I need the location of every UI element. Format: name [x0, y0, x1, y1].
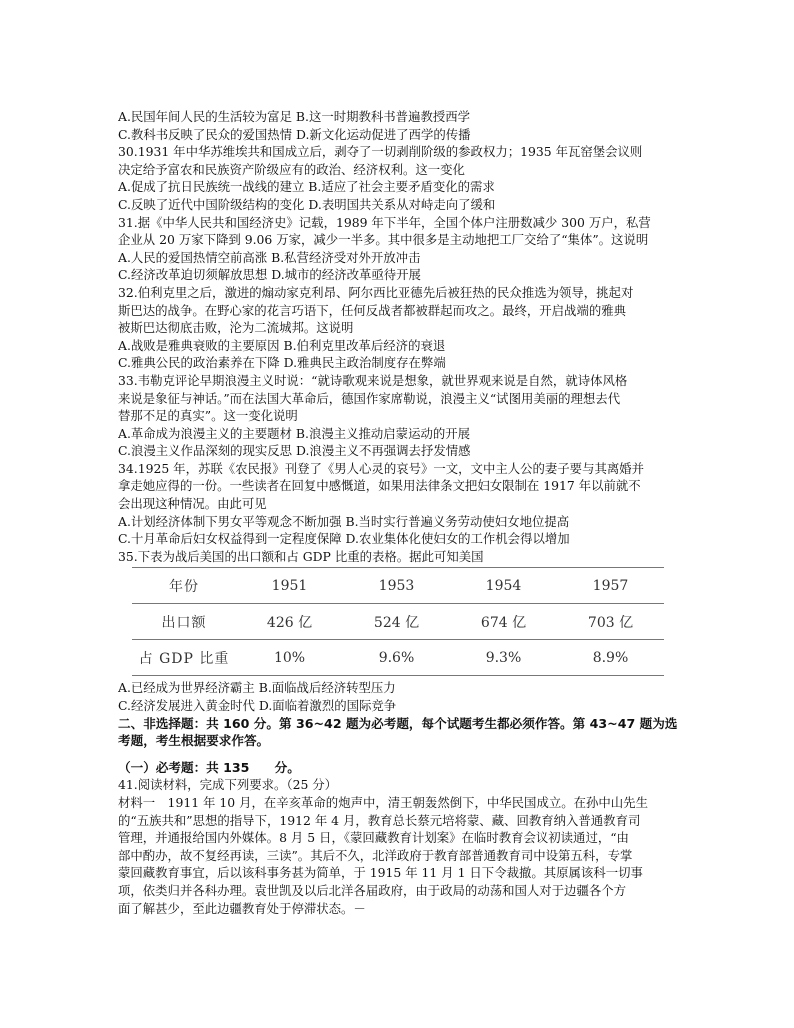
- text-line: 替那不足的真实”。这一变化说明: [118, 408, 298, 424]
- text-line: 来说是象征与神话。”而在法国大革命后，德国作家席勒说，浪漫主义“试图用美丽的理想去代: [118, 390, 621, 406]
- text-line: 33.韦勒克评论早期浪漫主义时说：“就诗歌观来说是想象，就世界观来说是自然，就诗体风格: [118, 372, 628, 388]
- text-line: C.经济改革迫切须解放思想 D.城市的经济改革亟待开展: [118, 267, 421, 283]
- text-line: A.民国年间人民的生活较为富足 B.这一时期教科书普遍教授西学: [118, 109, 471, 124]
- table-row: [132, 604, 664, 640]
- text-line: A.人民的爱国热情空前高涨 B.私营经济受对外开放冲击: [118, 249, 421, 265]
- text-line: A.计划经济体制下男女平等观念不断加强 B.当时实行普遍义务劳动使妇女地位提高: [118, 513, 570, 529]
- table-cell: 1953: [343, 568, 450, 604]
- text-line: 斯巴达的战争。在野心家的花言巧语下，任何反战者都被群起而攻之。最终，开启战端的雅典: [118, 302, 627, 318]
- text-line: 决定给予富农和民族资产阶级应有的政治、经济权利。这一变化: [118, 161, 465, 177]
- text-line: 拿走她应得的一份。一些读者在回复中感慨道，如果用法律条文把妇女限制在 1917 年以前就不: [118, 478, 641, 494]
- text-line: C.十月革命后妇女权益得到一定程度保障 D.农业集体化使妇女的工作机会得以增加: [118, 531, 570, 547]
- table-cell: 10%: [236, 640, 343, 676]
- table-cell: 年份: [132, 568, 236, 604]
- text-line: 30.1931 年中华苏维埃共和国成立后，剥夺了一切剥削阶级的参政权力；1935 年瓦窑堡会议则: [118, 144, 643, 160]
- text-line: 41.阅读材料，完成下列要求。（25 分）: [118, 777, 338, 793]
- text-line: 材料一 1911 年 10 月，在辛亥革命的炮声中，清王朝轰然倒下，中华民国成立。在孙中山先生: [118, 795, 648, 810]
- text-line: 考题，考生根据要求作答。: [118, 733, 270, 749]
- spacer: [118, 750, 678, 759]
- text-line: 的“五族共和”思想的指导下，1912 年 4 月，教育总长蔡元培将蒙、藏、回教育纳入普通教育司: [118, 812, 641, 828]
- export-gdp-table: [132, 567, 664, 676]
- text-line: 项，依类归并各科办理。袁世凯及以后北洋各届政府，由于政局的动荡和国人对于边疆各个方: [118, 882, 627, 898]
- table-cell: 703 亿: [557, 604, 664, 640]
- subsection-heading: （一）必考题：共 135 分。: [118, 759, 300, 775]
- text-line: C.经济发展进入黄金时代 D.面临着激烈的国际竞争: [118, 698, 397, 714]
- table-cell: 426 亿: [236, 604, 343, 640]
- text-line: 面了解甚少，至此边疆教育处于停滞状态。－: [118, 900, 366, 916]
- text-line: A.革命成为浪漫主义的主要题材 B.浪漫主义推动启蒙运动的开展: [118, 425, 471, 441]
- table-cell: 674 亿: [450, 604, 557, 640]
- text-line: A.促成了抗日民族统一战线的建立 B.适应了社会主要矛盾变化的需求: [118, 179, 495, 195]
- text-line: 34.1925 年，苏联《农民报》刊登了《男人心灵的哀号》一文，文中主人公的妻子要与其离婚并: [118, 460, 645, 476]
- text-line: 被斯巴达彻底击败，沦为二流城邦。这说明: [118, 320, 354, 336]
- text-line: C.教科书反映了民众的爱国热情 D.新文化运动促进了西学的传播: [118, 126, 471, 142]
- text-line: C.浪漫主义作品深刻的现实反思 D.浪漫主义不再强调去抒发情感: [118, 443, 471, 459]
- text-line: 31.据《中华人民共和国经济史》记载，1989 年下半年，全国个体户注册数减少 300 万户，私营: [118, 214, 651, 230]
- exam-page: [118, 108, 678, 917]
- questions-29-35: [118, 108, 678, 565]
- text-line: 35.下表为战后美国的出口额和占 GDP 比重的表格。据此可知美国: [118, 548, 484, 564]
- table-row: [132, 640, 664, 676]
- table-cell: 8.9%: [557, 640, 664, 676]
- text-line: 二、非选择题：共 160 分。第 36~42 题为必考题，每个试题考生都必须作答。第 43~47 题为选: [118, 715, 678, 731]
- table-cell: 1951: [236, 568, 343, 604]
- table-row: [132, 568, 664, 604]
- table-cell: 524 亿: [343, 604, 450, 640]
- text-line: C.反映了近代中国阶级结构的变化 D.表明国共关系从对峙走向了缓和: [118, 196, 496, 212]
- text-line: 管理，并通报给国内外媒体。8 月 5 日，《蒙回藏教育计划案》在临时教育会议初读通过，“由: [118, 830, 629, 846]
- text-line: 企业从 20 万家下降到 9.06 万家，减少一半多。其中很多是主动地把工厂交给了“集体”。这说明: [118, 232, 649, 248]
- text-line: A.已经成为世界经济霸主 B.面临战后经济转型压力: [118, 680, 396, 696]
- table-cell: 9.3%: [450, 640, 557, 676]
- table-cell: 1957: [557, 568, 664, 604]
- section-heading: [118, 715, 678, 750]
- question-35-options: [118, 679, 678, 714]
- question-41: [118, 776, 678, 917]
- text-line: 会出现这种情况。由此可见: [118, 496, 267, 512]
- text-line: A.战败是雅典衰败的主要原因 B.伯利克里改革后经济的衰退: [118, 337, 446, 353]
- text-line: 32.伯利克里之后，激进的煽动家克利昂、阿尔西比亚德先后被狂热的民众推选为领导，挑起对: [118, 284, 634, 300]
- table-cell: 9.6%: [343, 640, 450, 676]
- table-cell: 出口额: [132, 604, 236, 640]
- text-line: C.雅典公民的政治素养在下降 D.雅典民主政治制度存在弊端: [118, 355, 446, 371]
- table-cell: 占 GDP 比重: [132, 640, 236, 676]
- text-line: 部中酌办，故不复经再读，三读”。其后不久，北洋政府于教育部普通教育司中设第五科，专掌: [118, 847, 633, 863]
- table-cell: 1954: [450, 568, 557, 604]
- text-line: 蒙回藏教育事宜，后以该科事务甚为简单，于 1915 年 11 月 1 日下令裁撤。其原属该科一切事: [118, 865, 643, 881]
